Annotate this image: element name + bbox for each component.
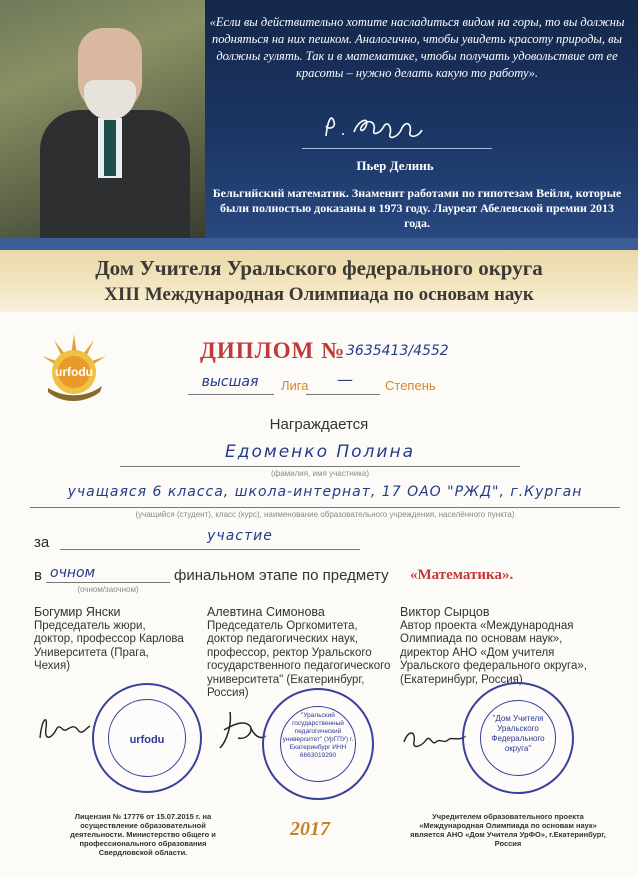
signatory-3 [400, 606, 600, 687]
signature-line [302, 148, 492, 149]
league-underline [188, 394, 274, 395]
year: 2017 [290, 818, 330, 840]
header-stripe [0, 238, 638, 250]
stamp-university-text: "Уральский государственный педагогический университет" (УрГПУ) г. Екатеринбург ИНН 6663019290 [282, 712, 354, 759]
degree-label: Степень [385, 378, 436, 393]
recipient-name: Едоменко Полина [225, 442, 415, 462]
diploma-number: 3635413/4552 [346, 343, 449, 359]
study-underline [30, 507, 620, 508]
stamp-olympiad [92, 683, 202, 793]
stamp-teacher-house [462, 682, 574, 794]
stamp-olympiad-text: urfodu [129, 734, 165, 746]
bio-text: Бельгийский математик. Знаменит работами по гипотезам Вейля, которые были полностью доказаны в 1973 году. Лауреат Абелевской премии 2013 года. [212, 186, 622, 230]
signatory-role: Председатель жюри, доктор, профессор Карлова Университета (Прага, Чехия) [34, 619, 184, 672]
diploma-label: ДИПЛОМ № [200, 338, 346, 363]
stamp-teacher-house-text: "Дом Учителя Уральского Федерального округа" [491, 714, 545, 753]
for-label: за [34, 534, 50, 551]
form-value: очном [50, 565, 96, 581]
quote-text: «Если вы действительно хотите насладиться видом на горы, то вы должны подняться на них пешком. Аналогично, чтобы увидеть красоту природы, вы должны гулять. Так и в математике, чтобы получать удовольствие от ее красоты – нужно делать какую то работу». [209, 15, 625, 80]
degree-value: — [337, 370, 353, 389]
signatory-1 [34, 606, 184, 674]
recipient-underline [120, 466, 520, 467]
form-underline [46, 582, 170, 583]
subject-name: «Математика». [410, 567, 514, 583]
awarded-text: Награждается [269, 416, 369, 433]
signatory-role: Автор проекта «Международная Олимпиада по основам наук», директор АНО «Дом учителя Уральского федерального округа», (Екатеринбург, Россия) [400, 619, 587, 686]
portrait-photo [0, 0, 205, 238]
league-value: высшая [201, 374, 259, 390]
signature-name: Пьер Делинь [356, 158, 434, 173]
olympiad-title: XIII Международная Олимпиада по основам наук [104, 284, 534, 305]
participation-value: участие [207, 528, 273, 544]
signatory-name: Богумир Янски [34, 605, 121, 619]
signature-image [318, 108, 438, 144]
signature-jury [34, 708, 94, 748]
logo-text: urfodu [55, 365, 93, 379]
signatory-role: Председатель Оргкомитета, доктор педагогических наук, профессор, ректор Уральского государственного педагогического университета" (Екатеринбург, Россия) [207, 619, 391, 699]
signatory-2 [207, 606, 392, 701]
recipient-caption: (фамилия, имя участника) [270, 469, 370, 478]
signatory-name: Виктор Сырцов [400, 605, 490, 619]
signature-committee [210, 706, 270, 754]
signatory-name: Алевтина Симонова [207, 605, 325, 619]
header-banner [0, 0, 638, 250]
study-caption: (учащийся (студент), класс (курс), наименование образовательного учреждения, населённого пункта) [135, 510, 515, 519]
license-text: Лицензия № 17776 от 15.07.2015 г. на осуществление образовательной деятельности. Министерство общего и профессионального образования Свердловской области. [70, 812, 216, 857]
form-caption: (очном/заочном) [77, 585, 139, 594]
participation-underline [60, 549, 360, 550]
study-details: учащаяся 6 класса, школа-интернат, 17 ОАО "РЖД", г.Курган [67, 484, 583, 500]
degree-underline [306, 394, 380, 395]
league-label: Лига [281, 378, 309, 393]
organization-title: Дом Учителя Уральского федерального округа [95, 256, 543, 280]
final-stage-text: финальном этапе по предмету [174, 567, 389, 584]
signature-author [400, 724, 470, 754]
in-label: в [34, 567, 42, 584]
urfodu-logo [34, 326, 114, 404]
stamp-university [262, 688, 374, 800]
founder-text: Учредителем образовательного проекта «Международная Олимпиада по основам наук» является АНО «Дом Учителя УрФО», г.Екатеринбург, Россия [410, 812, 606, 848]
